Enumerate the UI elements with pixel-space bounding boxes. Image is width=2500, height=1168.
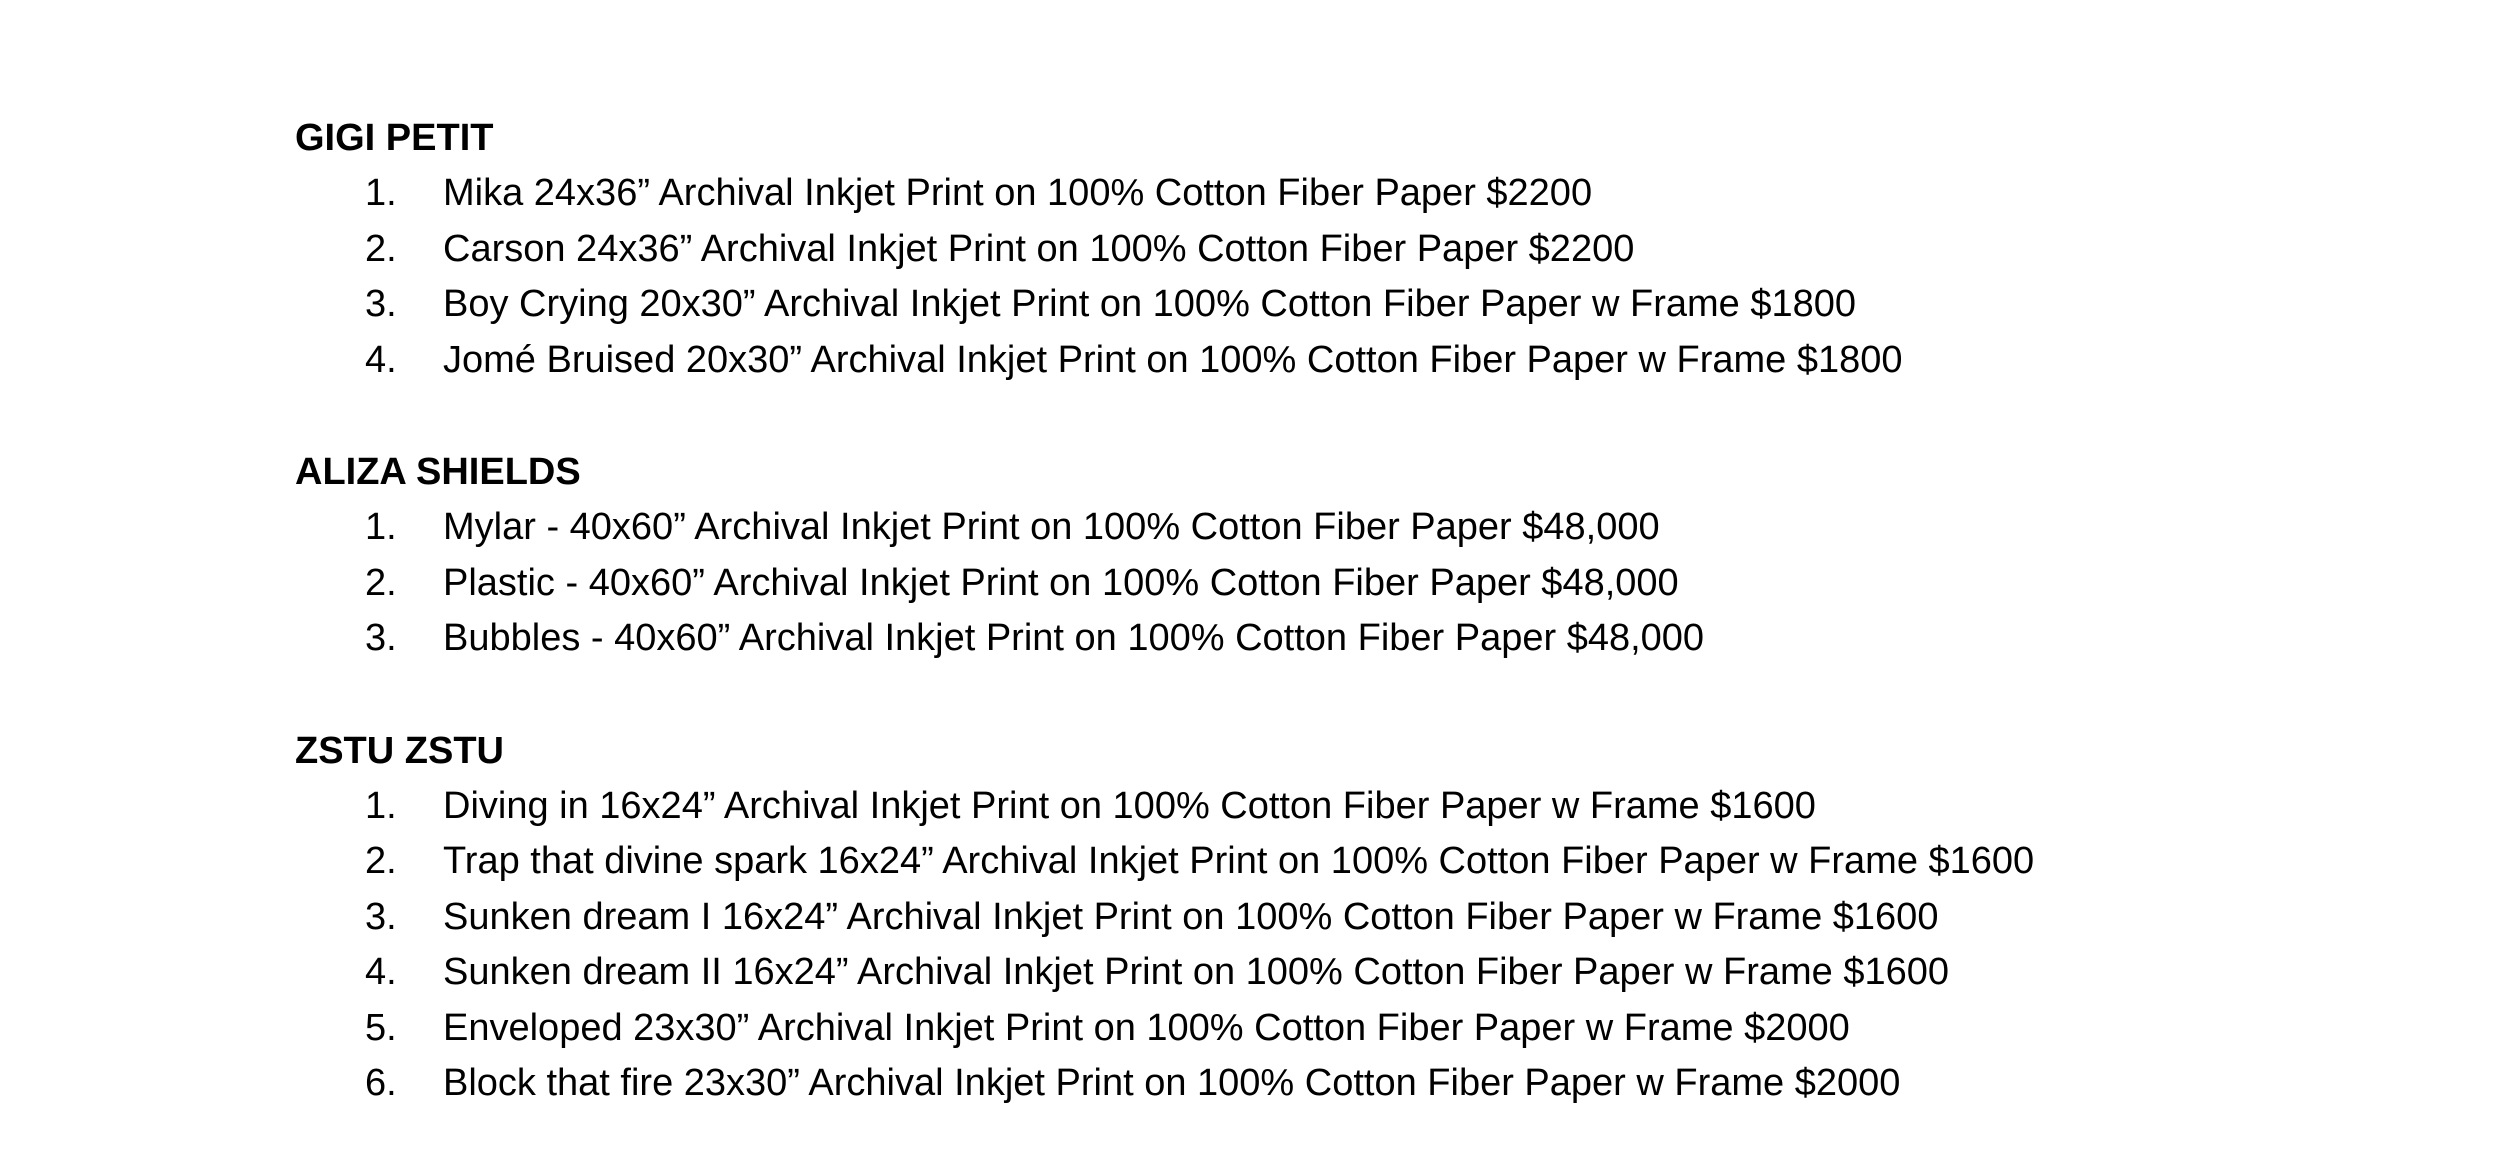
item-number: 5. [365, 1006, 397, 1049]
list-item [295, 222, 2395, 278]
list-item [295, 779, 2395, 835]
list-item [295, 1001, 2395, 1057]
artist-section-aliza-shields [295, 444, 2395, 667]
artwork-description: Boy Crying 20x30” Archival Inkjet Print on 100% Cotton Fiber Paper w Frame $1800 [443, 283, 1857, 325]
artwork-description: Mika 24x36” Archival Inkjet Print on 100% Cotton Fiber Paper $2200 [443, 172, 1593, 214]
item-number: 4. [365, 338, 397, 381]
item-number: 3. [365, 617, 397, 659]
list-item [295, 500, 2395, 556]
item-number: 1. [365, 172, 397, 214]
document-page [295, 110, 2395, 1168]
list-item [295, 166, 2395, 222]
list-item [295, 277, 2395, 333]
artist-heading: ZSTU ZSTU [295, 729, 504, 772]
list-item [295, 890, 2395, 946]
artwork-description: Block that fire 23x30” Archival Inkjet Print on 100% Cotton Fiber Paper w Frame $2000 [443, 1062, 1901, 1104]
item-number: 1. [365, 784, 397, 827]
artwork-description: Carson 24x36” Archival Inkjet Print on 100% Cotton Fiber Paper $2200 [443, 227, 1635, 270]
artwork-description: Diving in 16x24” Archival Inkjet Print on 100% Cotton Fiber Paper w Frame $1600 [443, 784, 1816, 827]
list-item [295, 945, 2395, 1001]
artwork-description: Trap that divine spark 16x24” Archival Inkjet Print on 100% Cotton Fiber Paper w Frame $1600 [443, 840, 2035, 882]
list-item [295, 1056, 2395, 1112]
list-item [295, 834, 2395, 890]
artwork-description: Bubbles - 40x60” Archival Inkjet Print on 100% Cotton Fiber Paper $48,000 [443, 617, 1705, 659]
item-number: 3. [365, 895, 397, 938]
artwork-description: Enveloped 23x30” Archival Inkjet Print on 100% Cotton Fiber Paper w Frame $2000 [443, 1006, 1850, 1049]
list-item [295, 556, 2395, 612]
artwork-description: Jomé Bruised 20x30” Archival Inkjet Print on 100% Cotton Fiber Paper w Frame $1800 [443, 338, 1903, 381]
artist-section-zstu-zstu [295, 723, 2395, 1112]
artwork-description: Mylar - 40x60” Archival Inkjet Print on 100% Cotton Fiber Paper $48,000 [443, 506, 1660, 548]
artwork-list [295, 500, 2395, 667]
item-number: 4. [365, 951, 397, 993]
list-item [295, 611, 2395, 667]
artwork-description: Plastic - 40x60” Archival Inkjet Print on 100% Cotton Fiber Paper $48,000 [443, 561, 1679, 604]
item-number: 2. [365, 561, 397, 604]
item-number: 1. [365, 506, 397, 548]
artwork-description: Sunken dream II 16x24” Archival Inkjet Print on 100% Cotton Fiber Paper w Frame $1600 [443, 951, 1950, 993]
artwork-list [295, 779, 2395, 1112]
item-number: 6. [365, 1062, 397, 1104]
item-number: 2. [365, 227, 397, 270]
item-number: 2. [365, 840, 397, 882]
artist-section-gigi-petit [295, 110, 2395, 388]
artist-heading: ALIZA SHIELDS [295, 451, 581, 493]
artwork-description: Sunken dream I 16x24” Archival Inkjet Print on 100% Cotton Fiber Paper w Frame $1600 [443, 895, 1939, 938]
artwork-list [295, 166, 2395, 388]
list-item [295, 333, 2395, 389]
item-number: 3. [365, 283, 397, 325]
artist-heading: GIGI PETIT [295, 117, 494, 159]
